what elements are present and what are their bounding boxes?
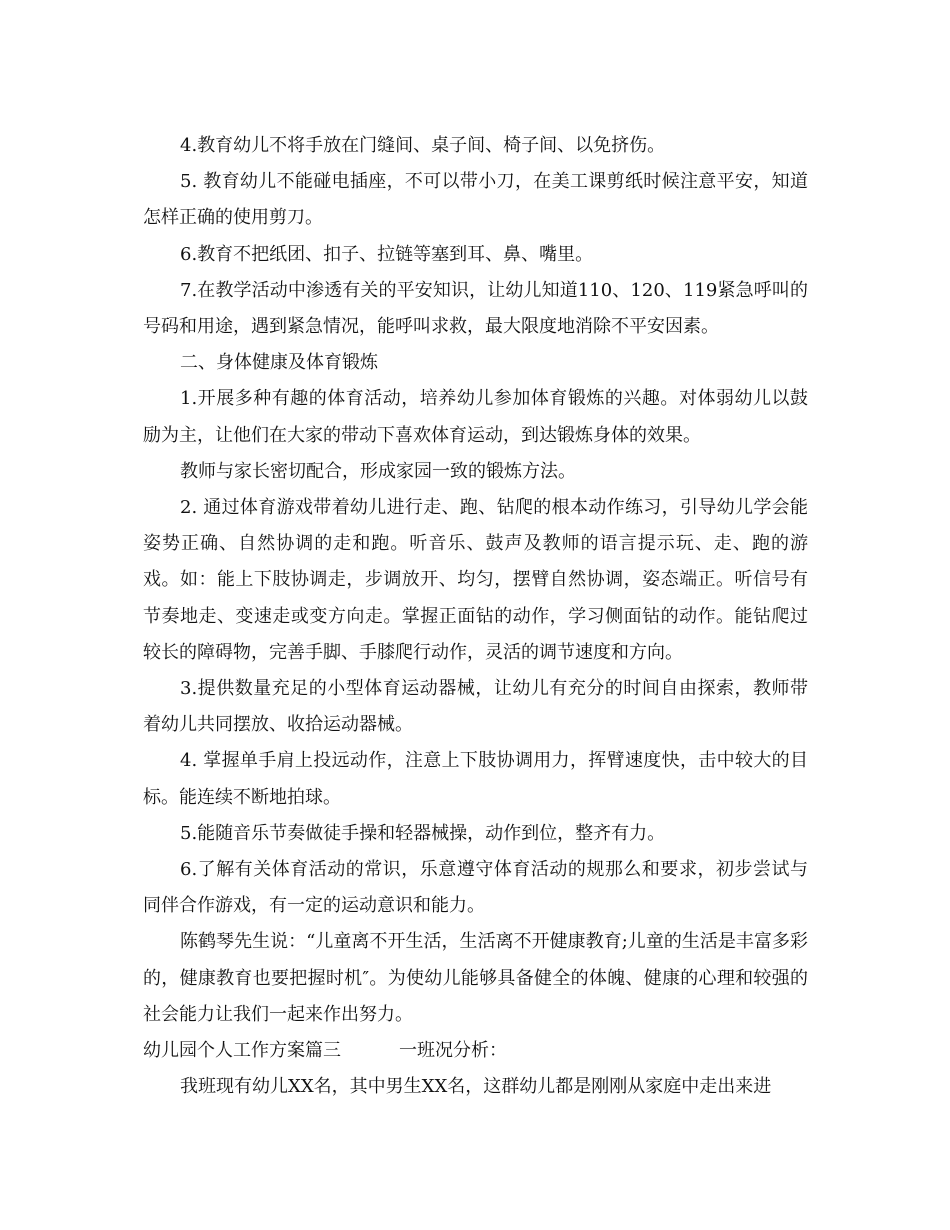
plan-subtitle: 一班况分析： (399, 1040, 507, 1062)
plan-title: 幼儿园个人工作方案篇三 (143, 1040, 341, 1062)
paragraph-safety-7: 7.在教学活动中渗透有关的平安知识，让幼儿知道110、120、119紧急呼叫的号码和用途，遇到紧急情况，能呼叫求救，最大限度地消除不平安因素。 (143, 279, 808, 338)
paragraph-safety-4: 4.教育幼儿不将手放在门缝间、桌子间、椅子间、以免挤伤。 (180, 135, 666, 156)
paragraph-health-5: 5.能随音乐节奏做徒手操和轻器械操，动作到位，整齐有力。 (180, 822, 666, 844)
paragraph-health-1: 1.开展多种有趣的体育活动，培养幼儿参加体育锻炼的兴趣。对体弱幼儿以鼓励为主，让他们在大家的带动下喜欢体育运动，到达锻炼身体的效果。 (143, 388, 808, 446)
paragraph-class-situation: 我班现有幼儿XX名，其中男生XX名，这群幼儿都是刚刚从家庭中走出来进 (180, 1076, 772, 1098)
section-heading-plan-three (143, 1033, 808, 1069)
paragraph-quote-chen-heqin: 陈鹤琴先生说：“儿童离不开生活，生活离不开健康教育;儿童的生活是丰富多彩的，健康教育也要把握时机″。为使幼儿能够具备健全的体魄、健康的心理和较强的社会能力让我们一起来作出努力。 (143, 931, 808, 1025)
paragraph-health-2: 2. 通过体育游戏带着幼儿进行走、跑、钻爬的根本动作练习，引导幼儿学会能姿势正确、自然协调的走和跑。听音乐、鼓声及教师的语言提示玩、走、跑的游戏。如：能上下肢协调走，步调放开、均匀，摆臂自然协调，姿态端正。听信号有节奏地走、变速走或变方向走。掌握正面钻的动作，学习侧面钻的动作。能钻爬过较长的障碍物，完善手脚、手膝爬行动作，灵活的调节速度和方向。 (143, 497, 808, 663)
paragraph-safety-5: 5. 教育幼儿不能碰电插座，不可以带小刀，在美工课剪纸时候注意平安，知道怎样正确的使用剪刀。 (143, 171, 808, 229)
document-body (143, 128, 808, 1105)
paragraph-health-3: 3.提供数量充足的小型体育运动器械，让幼儿有充分的时间自由探索，教师带着幼儿共同摆放、收拾运动器械。 (143, 678, 808, 736)
paragraph-health-6: 6.了解有关体育活动的常识，乐意遵守体育活动的规那么和要求，初步尝试与同伴合作游戏，有一定的运动意识和能力。 (143, 859, 808, 917)
section-heading-health: 二、身体健康及体育锻炼 (180, 352, 378, 374)
paragraph-health-cooperation: 教师与家长密切配合，形成家园一致的锻炼方法。 (180, 460, 576, 482)
paragraph-health-4: 4. 掌握单手肩上投远动作，注意上下肢协调用力，挥臂速度快，击中较大的目标。能连续不断地拍球。 (143, 750, 808, 808)
paragraph-safety-6: 6.教育不把纸团、扣子、拉链等塞到耳、鼻、嘴里。 (180, 243, 594, 265)
